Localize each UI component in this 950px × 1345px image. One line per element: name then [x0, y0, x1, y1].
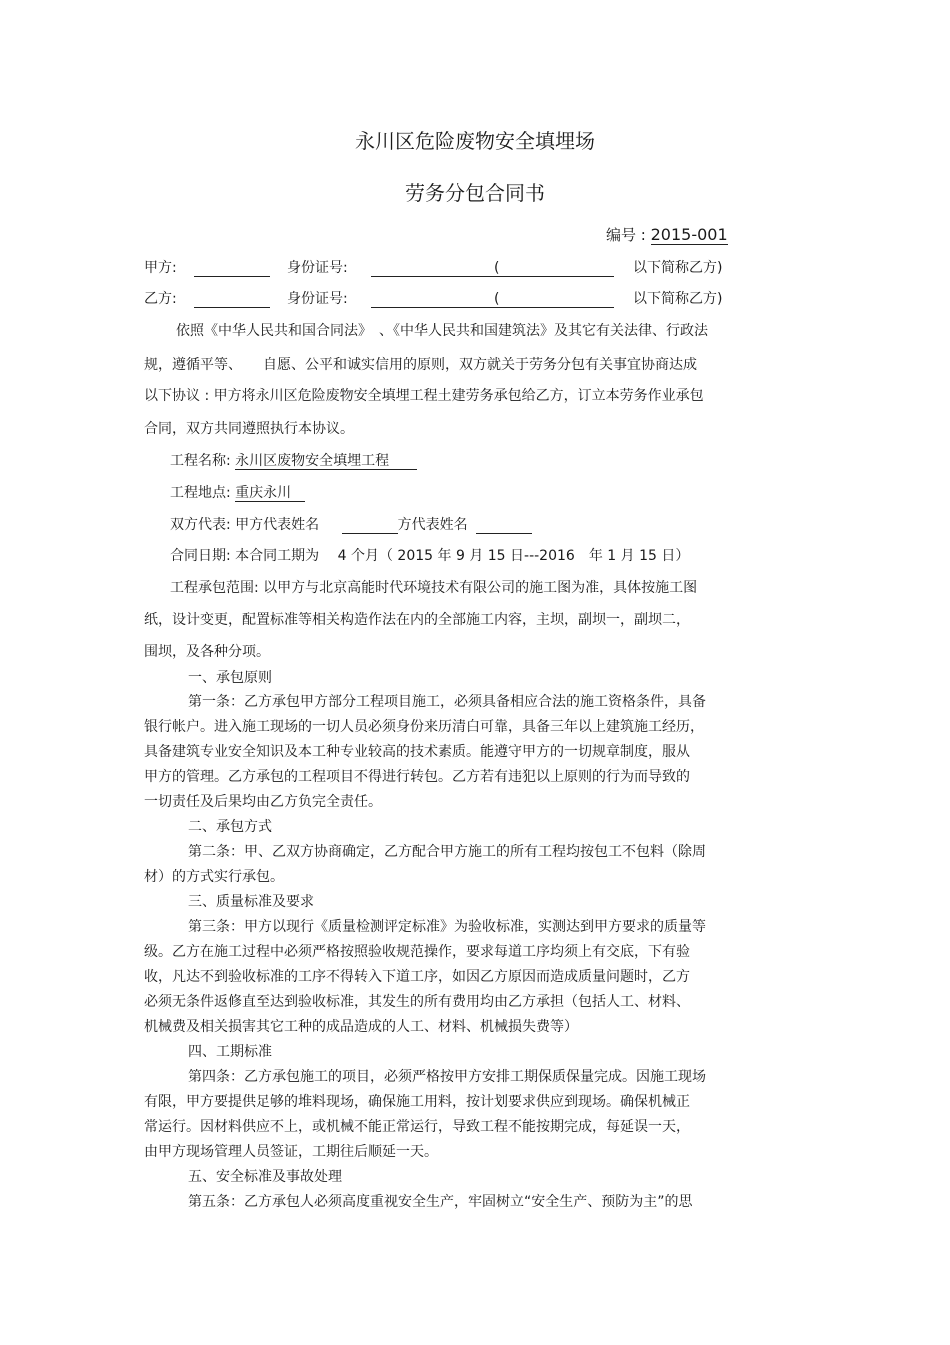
party-b-blank — [194, 291, 270, 308]
project-name — [170, 452, 417, 470]
section-2-line-2: 材）的方式实行承包。 — [144, 869, 284, 885]
project-location — [170, 484, 305, 502]
section-3-line-1: 第三条：甲方以现行《质量检测评定标准》为验收标准，实测达到甲方要求的质量等 — [188, 919, 706, 935]
section-1-line-1: 第一条：乙方承包甲方部分工程项目施工，必须具备相应合法的施工资格条件，具备 — [188, 694, 706, 710]
section-5-heading: 五、安全标准及事故处理 — [188, 1169, 342, 1185]
intro-line-2: 规，遵循平等、 自愿、公平和诚实信用的原则，双方就关于劳务分包有关事宜协商达成 — [144, 357, 697, 373]
project-name-label: 工程名称: — [170, 453, 231, 469]
section-3-heading: 三、质量标准及要求 — [188, 894, 314, 910]
contract-date-value: 本合同工期为 4 个月（ 2015 年 9 月 15 日---2016 年 1 月 15 日） — [235, 548, 690, 564]
intro-line-4: 合同，双方共同遵照执行本协议。 — [144, 421, 354, 437]
scope-line-2: 纸，设计变更，配置标准等相关构造作法在内的全部施工内容，主坝，副坝一，副坝二， — [144, 612, 690, 628]
section-1-line-3: 具备建筑专业安全知识及本工种专业较高的技术素质。能遵守甲方的一切规章制度，服从 — [144, 744, 690, 760]
section-4-line-1: 第四条：乙方承包施工的项目，必须严格按甲方安排工期保质保量完成。因施工现场 — [188, 1069, 706, 1085]
party-a-paren: ( — [494, 260, 500, 276]
section-1-line-5: 一切责任及后果均由乙方负完全责任。 — [144, 794, 382, 810]
section-3-line-4: 必须无条件返修直至达到验收标准，其发生的所有费用均由乙方承担（包括人工、材料、 — [144, 994, 690, 1010]
reps-party-a: 甲方代表姓名 — [235, 517, 320, 533]
project-location-label: 工程地点: — [170, 485, 231, 501]
party-a-abbr: 以下简称乙方) — [633, 260, 723, 276]
intro-line-1: 依照《中华人民共和国合同法》 、《中华人民共和国建筑法》及其它有关法律、行政法 — [176, 323, 708, 339]
party-a-id-blank — [371, 260, 614, 277]
project-name-value: 永川区废物安全填埋工程 — [235, 453, 417, 470]
reps-label: 双方代表: — [170, 517, 231, 533]
party-b-id-label: 身份证号: — [287, 291, 348, 307]
contract-number-label: 编号 : — [606, 226, 646, 244]
section-4-line-3: 常运行。因材料供应不上，或机械不能正常运行，导致工程不能按期完成，每延误一天， — [144, 1119, 690, 1135]
section-3-line-5: 机械费及相关损害其它工种的成品造成的人工、材料、机械损失费等） — [144, 1019, 578, 1035]
party-b-label: 乙方: — [144, 291, 177, 307]
project-location-value: 重庆永川 — [235, 485, 305, 502]
party-a-id-label: 身份证号: — [287, 260, 348, 276]
section-1-heading: 一、承包原则 — [188, 670, 272, 686]
scope-line-1: 工程承包范围: 以甲方与北京高能时代环境技术有限公司的施工图为准，具体按施工图 — [170, 580, 698, 596]
party-b-abbr: 以下简称乙方) — [633, 291, 723, 307]
section-1-line-2: 银行帐户。进入施工现场的一切人员必须身份来历清白可靠，具备三年以上建筑施工经历， — [144, 719, 704, 735]
party-a-blank — [194, 260, 270, 277]
section-1-line-4: 甲方的管理。乙方承包的工程项目不得进行转包。乙方若有违犯以上原则的行为而导致的 — [144, 769, 690, 785]
section-3-line-2: 级。乙方在施工过程中必须严格按照验收规范操作，要求每道工序均须上有交底，下有验 — [144, 944, 690, 960]
contract-number — [606, 226, 728, 244]
party-b-paren: ( — [494, 291, 500, 307]
intro-line-3: 以下协议 : 甲方将永川区危险废物安全填埋工程土建劳务承包给乙方，订立本劳务作业承包 — [144, 388, 704, 404]
section-2-line-1: 第二条：甲、乙双方协商确定，乙方配合甲方施工的所有工程均按包工不包料（除周 — [188, 844, 706, 860]
doc-title-line1: 永川区危险废物安全填埋场 — [355, 129, 595, 153]
party-b-id-blank — [371, 291, 614, 308]
reps-party-b-blank — [476, 517, 532, 534]
section-2-heading: 二、承包方式 — [188, 819, 272, 835]
contract-number-value: 2015-001 — [650, 225, 728, 244]
contract-date — [170, 547, 689, 565]
doc-title-line2: 劳务分包合同书 — [405, 181, 545, 205]
reps-party-b: 方代表姓名 — [397, 517, 468, 533]
section-4-line-4: 由甲方现场管理人员签证，工期往后顺延一天。 — [144, 1144, 438, 1160]
project-representatives — [170, 516, 532, 534]
section-3-line-3: 收，凡达不到验收标准的工序不得转入下道工序，如因乙方原因而造成质量问题时，乙方 — [144, 969, 690, 985]
section-5-line-1: 第五条：乙方承包人必须高度重视安全生产，牢固树立“安全生产、预防为主”的思 — [188, 1194, 693, 1210]
contract-date-label: 合同日期: — [170, 548, 231, 564]
reps-party-a-blank — [342, 517, 398, 534]
party-a-label: 甲方: — [144, 260, 177, 276]
scope-line-3: 围坝，及各种分项。 — [144, 644, 270, 660]
section-4-line-2: 有限，甲方要提供足够的堆料现场，确保施工用料，按计划要求供应到现场。确保机械正 — [144, 1094, 690, 1110]
section-4-heading: 四、工期标准 — [188, 1044, 272, 1060]
